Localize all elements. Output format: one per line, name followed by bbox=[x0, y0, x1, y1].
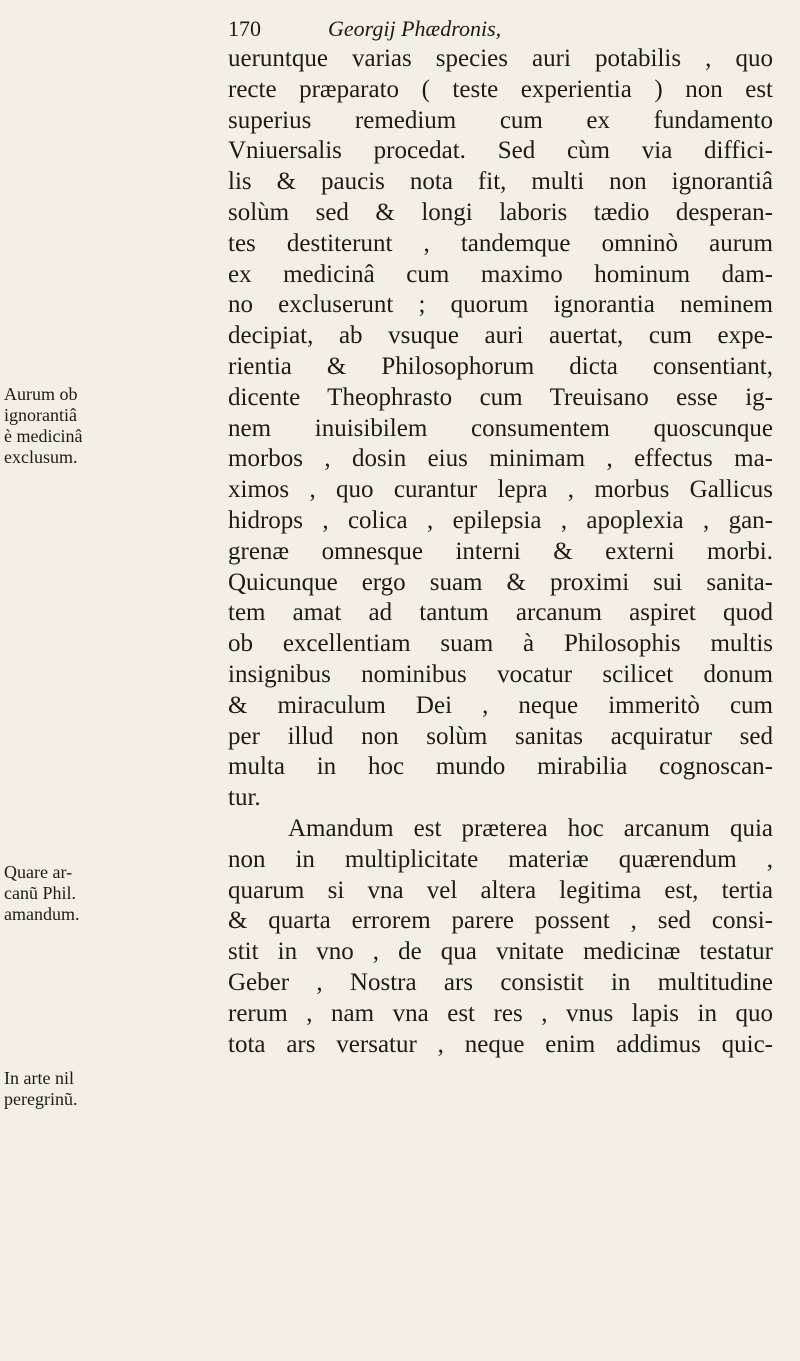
marginal-note-line: peregrinũ. bbox=[4, 1089, 78, 1109]
text-line: decipiat, ab vsuque auri auertat, cum expe- bbox=[228, 322, 773, 350]
text-line: lis & paucis nota fit, multi non ignorantiâ bbox=[228, 168, 773, 196]
marginal-note-line: exclusum. bbox=[4, 447, 78, 467]
text-line: tota ars versatur , neque enim addimus quic- bbox=[228, 1030, 773, 1058]
text-line: tem amat ad tantum arcanum aspiret quod bbox=[228, 599, 773, 627]
text-line: nem inuisibilem consumentem quoscunque bbox=[228, 414, 773, 442]
marginal-note-line: canũ Phil. bbox=[4, 883, 76, 903]
text-line: Vniuersalis procedat. Sed cùm via diffici- bbox=[228, 137, 773, 165]
marginal-note-line: Quare ar- bbox=[4, 862, 73, 882]
text-line: Geber , Nostra ars consistit in multitudine bbox=[228, 968, 773, 996]
text-line: non in multiplicitate materiæ quærendum , bbox=[228, 845, 773, 873]
text-line: grenæ omnesque interni & externi morbi. bbox=[228, 537, 773, 565]
text-line: recte præparato ( teste experientia ) non est bbox=[228, 75, 773, 103]
marginal-note-line: ignorantiâ bbox=[4, 405, 77, 425]
page-number: 170 bbox=[228, 16, 261, 41]
text-line: & miraculum Dei , neque immeritò cum bbox=[228, 691, 773, 719]
text-line: tes destiterunt , tandemque omninò aurum bbox=[228, 229, 773, 257]
marginal-note-line: Aurum ob bbox=[4, 384, 78, 404]
text-line: ximos , quo curantur lepra , morbus Gallicus bbox=[228, 476, 773, 504]
text-line: multa in hoc mundo mirabilia cognoscan- bbox=[228, 753, 773, 781]
text-line: quarum si vna vel altera legitima est, tertia bbox=[228, 876, 773, 904]
text-line: per illud non solùm sanitas acquiratur sed bbox=[228, 722, 773, 750]
text-line: & quarta errorem parere possent , sed consi- bbox=[228, 907, 773, 935]
text-line: morbos , dosin eius minimam , effectus ma- bbox=[228, 445, 773, 473]
text-line: stit in vno , de qua vnitate medicinæ testatur bbox=[228, 938, 773, 966]
text-line: ex medicinâ cum maximo hominum dam- bbox=[228, 260, 773, 288]
text-line: superius remedium cum ex fundamento bbox=[228, 106, 773, 134]
text-line: ueruntque varias species auri potabilis , quo bbox=[228, 45, 773, 72]
text-line: dicente Theophrasto cum Treuisano esse ig- bbox=[228, 383, 773, 411]
body-text bbox=[228, 44, 773, 1060]
text-line: rientia & Philosophorum dicta consentiant, bbox=[228, 352, 773, 380]
text-line: no excluserunt ; quorum ignorantia neminem bbox=[228, 291, 773, 319]
marginal-note bbox=[4, 384, 122, 468]
marginal-note-line: In arte nil bbox=[4, 1068, 74, 1088]
text-line: rerum , nam vna est res , vnus lapis in quo bbox=[228, 999, 773, 1027]
text-line: hidrops , colica , epilepsia , apoplexia , gan- bbox=[228, 506, 773, 534]
text-line: insignibus nominibus vocatur scilicet donum bbox=[228, 660, 773, 688]
text-line: Amandum est præterea hoc arcanum quia bbox=[288, 814, 773, 842]
text-line: ob excellentiam suam à Philosophis multis bbox=[228, 630, 773, 658]
marginal-note bbox=[4, 1068, 122, 1110]
running-title: Georgij Phædronis, bbox=[328, 16, 502, 41]
marginal-note-line: amandum. bbox=[4, 904, 80, 924]
marginal-note bbox=[4, 862, 122, 925]
text-line: Quicunque ergo suam & proximi sui sanita- bbox=[228, 568, 773, 596]
text-line: solùm sed & longi laboris tædio desperan- bbox=[228, 198, 773, 226]
marginal-note-line: è medicinâ bbox=[4, 426, 83, 446]
text-line: tur. bbox=[228, 784, 261, 812]
